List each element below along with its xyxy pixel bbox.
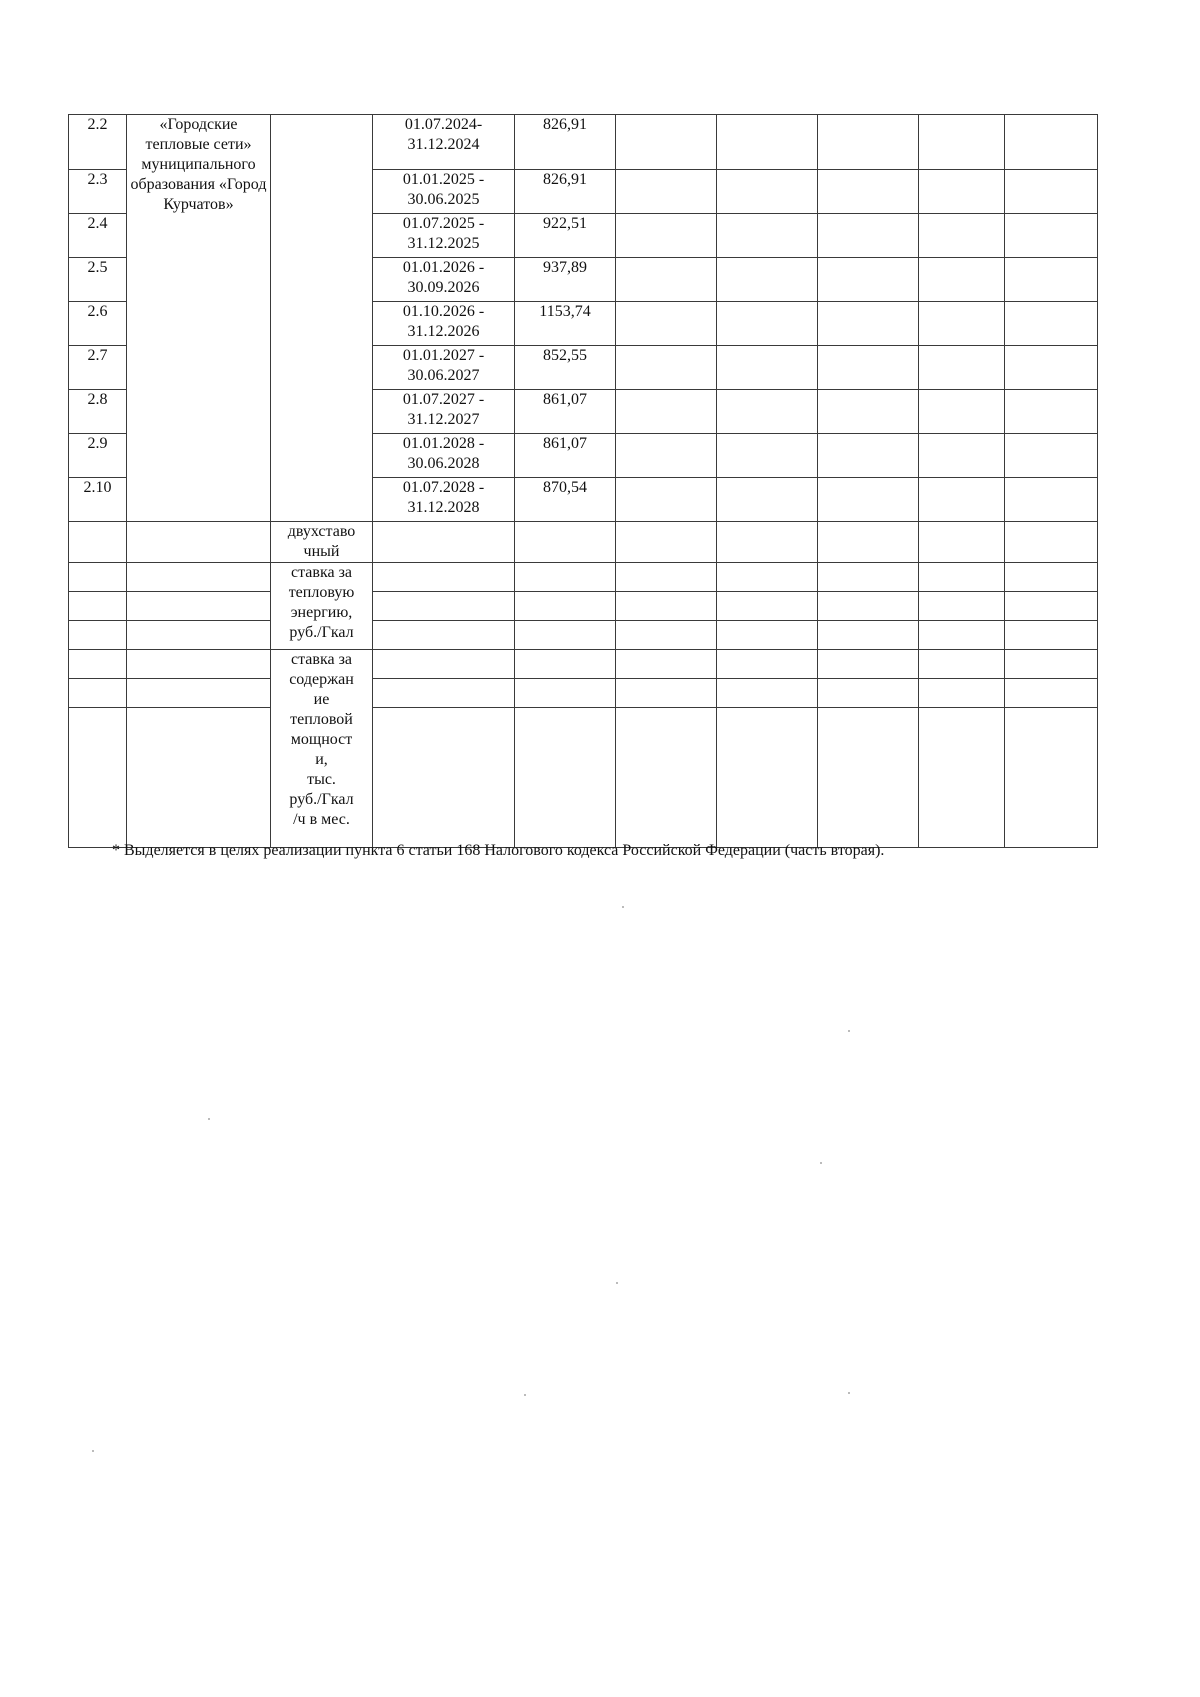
empty-cell xyxy=(616,214,717,258)
footnote: * Выделяется в целях реализации пункта 6 статьи 168 Налогового кодекса Российской Федерации (часть вторая). xyxy=(112,842,885,859)
empty-cell xyxy=(1005,170,1098,214)
empty-cell xyxy=(616,478,717,522)
empty-cell xyxy=(919,302,1005,346)
empty-cell xyxy=(616,258,717,302)
organization-name: «Городские тепловые сети» муниципального образования «Город Курчатов» xyxy=(127,115,271,522)
tariff-value: 826,91 xyxy=(515,170,616,214)
tariff-value: 826,91 xyxy=(515,115,616,170)
period-cell: 01.07.2025 - 31.12.2025 xyxy=(373,214,515,258)
tariff-value: 937,89 xyxy=(515,258,616,302)
row-number: 2.7 xyxy=(69,346,127,390)
row-number: 2.4 xyxy=(69,214,127,258)
period-cell: 01.07.2027 - 31.12.2027 xyxy=(373,390,515,434)
period-cell: 01.07.2028 - 31.12.2028 xyxy=(373,478,515,522)
tariff-value: 861,07 xyxy=(515,390,616,434)
row-number: 2.9 xyxy=(69,434,127,478)
empty-cell xyxy=(717,434,818,478)
empty-cell xyxy=(1005,115,1098,170)
empty-cell xyxy=(919,170,1005,214)
capacity-rate-label: ставка за содержан ие тепловой мощност и, тыс. руб./Гкал /ч в мес. xyxy=(271,650,373,848)
table-row xyxy=(69,679,1098,708)
empty-cell xyxy=(818,170,919,214)
empty-cell xyxy=(818,302,919,346)
empty-cell xyxy=(818,115,919,170)
empty-cell xyxy=(717,258,818,302)
empty-cell xyxy=(818,434,919,478)
scan-speck xyxy=(616,1282,618,1284)
energy-rate-label: ставка за тепловую энергию, руб./Гкал xyxy=(271,563,373,650)
scan-speck xyxy=(820,1162,822,1164)
two-rate-block xyxy=(69,522,1098,848)
tariff-rows xyxy=(69,115,1098,522)
two-rate-label: двухставо чный xyxy=(271,522,373,563)
scan-speck xyxy=(208,1118,210,1120)
empty-cell xyxy=(1005,258,1098,302)
period-cell: 01.07.2024- 31.12.2024 xyxy=(373,115,515,170)
table-row xyxy=(69,563,1098,592)
empty-cell xyxy=(1005,390,1098,434)
empty-cell xyxy=(919,214,1005,258)
empty-cell xyxy=(717,302,818,346)
empty-cell xyxy=(919,434,1005,478)
tariff-value: 1153,74 xyxy=(515,302,616,346)
tariff-value: 870,54 xyxy=(515,478,616,522)
empty-cell xyxy=(818,478,919,522)
period-cell: 01.01.2026 - 30.09.2026 xyxy=(373,258,515,302)
empty-cell xyxy=(919,258,1005,302)
empty-cell xyxy=(616,390,717,434)
empty-cell xyxy=(616,170,717,214)
tariff-value: 861,07 xyxy=(515,434,616,478)
period-cell: 01.10.2026 - 31.12.2026 xyxy=(373,302,515,346)
empty-cell xyxy=(1005,434,1098,478)
empty-cell xyxy=(818,346,919,390)
table-row xyxy=(69,650,1098,679)
empty-cell xyxy=(1005,302,1098,346)
period-cell: 01.01.2027 - 30.06.2027 xyxy=(373,346,515,390)
period-cell: 01.01.2025 - 30.06.2025 xyxy=(373,170,515,214)
scan-speck xyxy=(848,1030,850,1032)
empty-cell xyxy=(717,170,818,214)
row-number: 2.3 xyxy=(69,170,127,214)
row-number: 2.6 xyxy=(69,302,127,346)
empty-cell xyxy=(616,302,717,346)
empty-cell xyxy=(717,115,818,170)
empty-cell xyxy=(616,346,717,390)
table-row xyxy=(69,522,1098,563)
empty-cell xyxy=(717,390,818,434)
empty-cell xyxy=(616,115,717,170)
scan-speck xyxy=(92,1450,94,1452)
empty-cell xyxy=(919,115,1005,170)
empty-cell xyxy=(919,390,1005,434)
empty-cell xyxy=(717,346,818,390)
empty-cell xyxy=(1005,214,1098,258)
tariff-table xyxy=(68,114,1098,848)
tariff-type-cell xyxy=(271,115,373,522)
empty-cell xyxy=(818,214,919,258)
scan-speck xyxy=(524,1394,526,1396)
scan-speck xyxy=(622,906,624,908)
empty-cell xyxy=(1005,478,1098,522)
empty-cell xyxy=(717,214,818,258)
empty-cell xyxy=(717,478,818,522)
tariff-value: 922,51 xyxy=(515,214,616,258)
table-row xyxy=(69,708,1098,848)
empty-cell xyxy=(1005,346,1098,390)
table-row xyxy=(69,621,1098,650)
period-cell: 01.01.2028 - 30.06.2028 xyxy=(373,434,515,478)
table-row xyxy=(69,592,1098,621)
tariff-value: 852,55 xyxy=(515,346,616,390)
empty-cell xyxy=(919,346,1005,390)
row-number: 2.2 xyxy=(69,115,127,170)
empty-cell xyxy=(616,434,717,478)
empty-cell xyxy=(818,390,919,434)
scan-speck xyxy=(848,1392,850,1394)
empty-cell xyxy=(919,478,1005,522)
row-number: 2.10 xyxy=(69,478,127,522)
empty-cell xyxy=(818,258,919,302)
row-number: 2.8 xyxy=(69,390,127,434)
table-row xyxy=(69,115,1098,170)
row-number: 2.5 xyxy=(69,258,127,302)
